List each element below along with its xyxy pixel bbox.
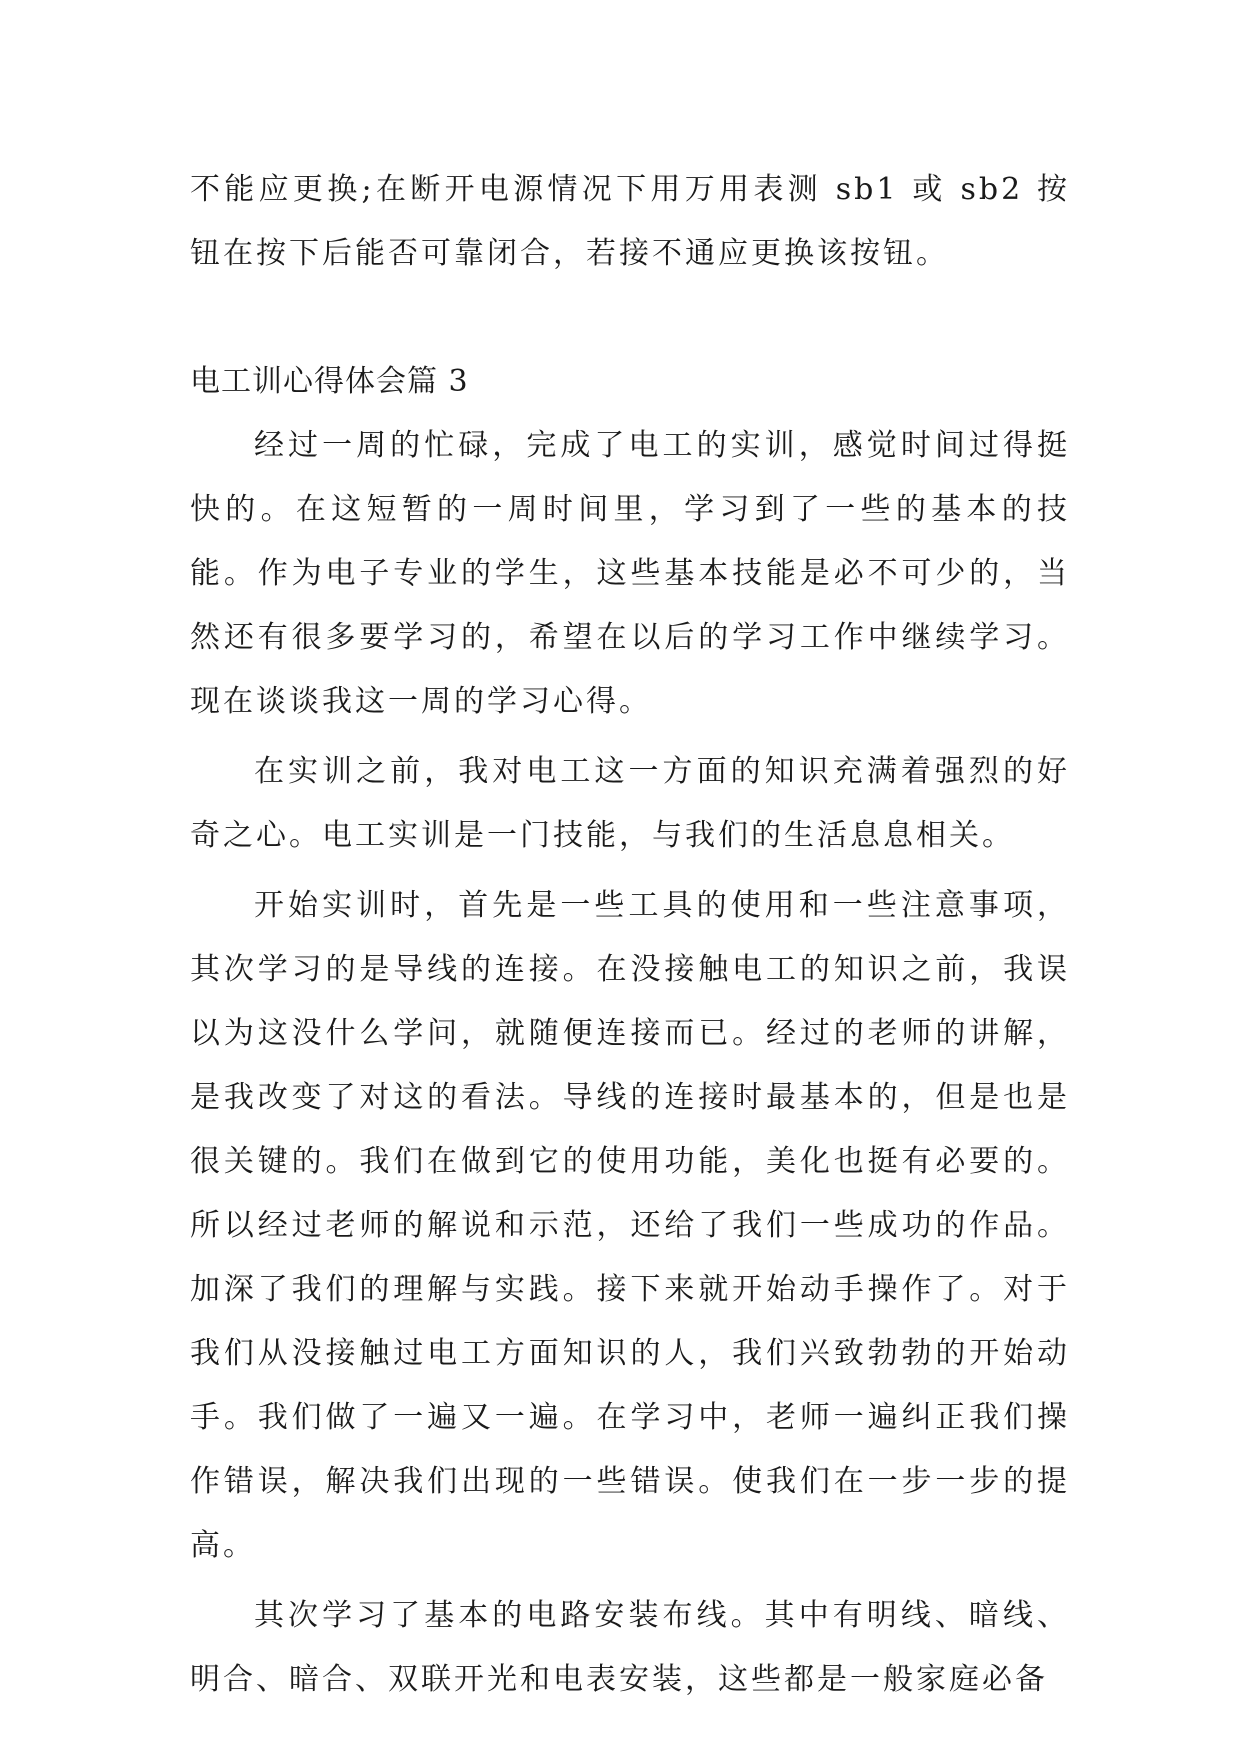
paragraph-3: 开始实训时，首先是一些工具的使用和一些注意事项，其次学习的是导线的连接。在没接触电工的知识之前，我误以为这没什么学问，就随便连接而已。经过的老师的讲解，是我改变了对这的看法。导线的连接时最基本的，但是也是很关键的。我们在做到它的使用功能，美化也挺有必要的。所以经过老师的解说和示范，还给了我们一些成功的作品。加深了我们的理解与实践。接下来就开始动手操作了。对于我们从没接触过电工方面知识的人，我们兴致勃勃的开始动手。我们做了一遍又一遍。在学习中，老师一遍纠正我们操作错误，解决我们出现的一些错误。使我们在一步一步的提高。 xyxy=(190,888,1070,1563)
paragraph-4: 其次学习了基本的电路安装布线。其中有明线、暗线、明合、暗合、双联开光和电表安装，这些都是一般家庭必备 xyxy=(190,1598,1070,1697)
document-body xyxy=(190,158,1070,1712)
paragraph-1: 经过一周的忙碌，完成了电工的实训，感觉时间过得挺快的。在这短暂的一周时间里，学习到了一些的基本的技能。作为电子专业的学生，这些基本技能是必不可少的，当然还有很多要学习的，希望在以后的学习工作中继续学习。现在谈谈我这一周的学习心得。 xyxy=(190,428,1070,719)
section-title: 电工训心得体会篇 3 xyxy=(190,364,469,399)
paragraph-2: 在实训之前，我对电工这一方面的知识充满着强烈的好奇之心。电工实训是一门技能，与我们的生活息息相关。 xyxy=(190,754,1070,853)
paragraph-continued: 不能应更换;在断开电源情况下用万用表测 sb1 或 sb2 按钮在按下后能否可靠闭合，若接不通应更换该按钮。 xyxy=(190,172,1070,271)
